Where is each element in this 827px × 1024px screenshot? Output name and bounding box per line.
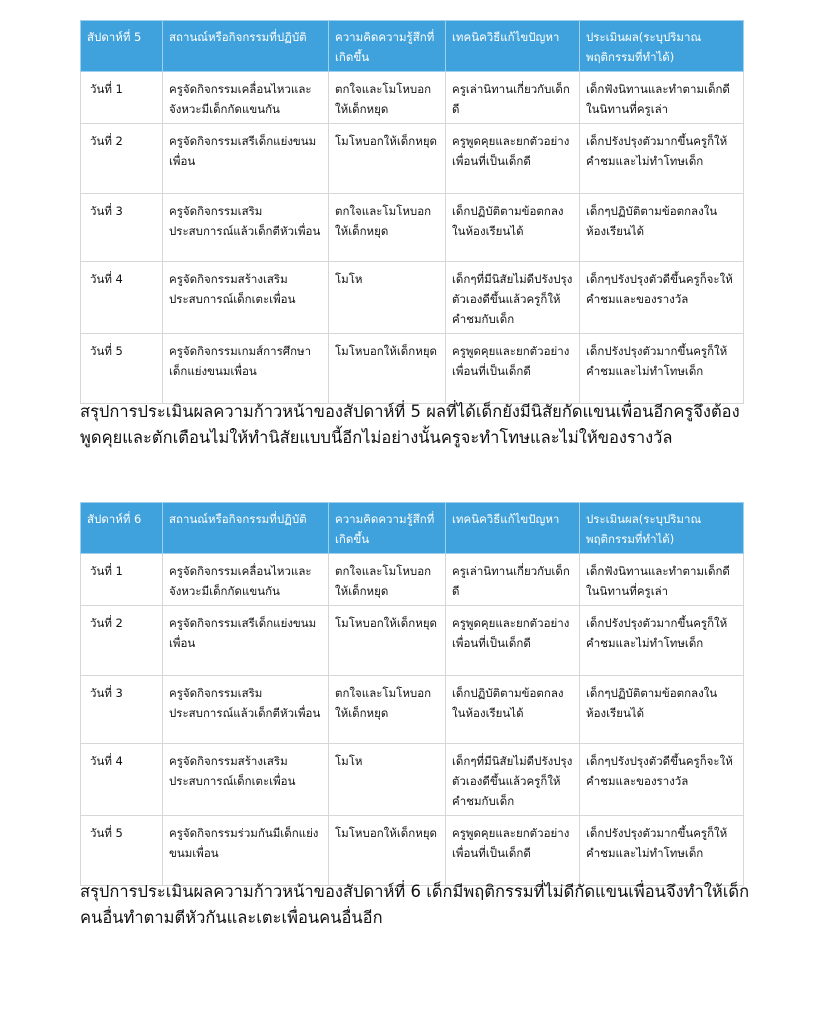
- feelings-cell: โมโห: [329, 262, 446, 334]
- technique-cell: เด็กปฏิบัติตามข้อตกลงในห้องเรียนได้: [446, 194, 580, 262]
- week5-summary: สรุปการประเมินผลความก้าวหน้าของสัปดาห์ที่ 5 ผลที่ได้เด็กยังมีนิสัยกัดแขนเพื่อนอีกครูจึงต้องพูดคุยและตักเตือนไม่ให้ทำนิสัยแบบนี้อีกไม่อย่างนั้นครูจะทำโทษและไม่ให้ของรางวัล: [80, 402, 740, 447]
- table-row: [81, 262, 744, 334]
- evaluation-cell: เด็กฟังนิทานและทำตามเด็กดีในนิทานที่ครูเล่า: [580, 72, 744, 124]
- day-cell: วันที่ 1: [81, 554, 163, 606]
- situation-cell: ครูจัดกิจกรรมสร้างเสริมประสบการณ์เด็กเตะเพื่อน: [163, 744, 329, 816]
- situation-cell: ครูจัดกิจกรรมเสรีเด็กแย่งขนมเพื่อน: [163, 606, 329, 676]
- technique-cell: ครูพูดคุยและยกตัวอย่างเพื่อนที่เป็นเด็กดี: [446, 816, 580, 886]
- feelings-cell: โมโหบอกให้เด็กหยุด: [329, 124, 446, 194]
- header-situation: สถานณ์หรือกิจกรรมที่ปฏิบัติ: [163, 21, 329, 72]
- day-cell: วันที่ 4: [81, 262, 163, 334]
- table-row: [81, 816, 744, 886]
- feelings-cell: โมโหบอกให้เด็กหยุด: [329, 606, 446, 676]
- week6-summary: สรุปการประเมินผลความก้าวหน้าของสัปดาห์ที่ 6 เด็กมีพฤติกรรมที่ไม่ดีกัดแขนเพื่อนจึงทำให้เด็กคนอื่นทำตามตีหัวกันและเตะเพื่อนคนอื่นอีก: [80, 882, 750, 927]
- feelings-cell: โมโห: [329, 744, 446, 816]
- table-row: [81, 124, 744, 194]
- feelings-cell: ตกใจและโมโหบอกให้เด็กหยุด: [329, 554, 446, 606]
- technique-cell: เด็กปฏิบัติตามข้อตกลงในห้องเรียนได้: [446, 676, 580, 744]
- feelings-cell: โมโหบอกให้เด็กหยุด: [329, 816, 446, 886]
- header-technique: เทคนิควิธีแก้ไขปัญหา: [446, 21, 580, 72]
- day-cell: วันที่ 2: [81, 606, 163, 676]
- evaluation-cell: เด็กปรังปรุงตัวมากขึ้นครูก็ให้คำชมและไม่ทำโทษเด็ก: [580, 124, 744, 194]
- header-week: สัปดาห์ที่ 5: [81, 21, 163, 72]
- day-cell: วันที่ 2: [81, 124, 163, 194]
- situation-cell: ครูจัดกิจกรรมเสริมประสบการณ์แล้วเด็กตีหัวเพื่อน: [163, 194, 329, 262]
- day-cell: วันที่ 4: [81, 744, 163, 816]
- feelings-cell: ตกใจและโมโหบอกให้เด็กหยุด: [329, 676, 446, 744]
- day-cell: วันที่ 1: [81, 72, 163, 124]
- day-cell: วันที่ 3: [81, 676, 163, 744]
- evaluation-cell: เด็กๆปรังปรุงตัวดีขึ้นครูก็จะให้คำชมและของรางวัล: [580, 262, 744, 334]
- technique-cell: ครูเล่านิทานเกี่ยวกับเด็กดี: [446, 554, 580, 606]
- situation-cell: ครูจัดกิจกรรมเสริมประสบการณ์แล้วเด็กตีหัวเพื่อน: [163, 676, 329, 744]
- feelings-cell: ตกใจและโมโหบอกให้เด็กหยุด: [329, 72, 446, 124]
- evaluation-cell: เด็กๆปรังปรุงตัวดีขึ้นครูก็จะให้คำชมและของรางวัล: [580, 744, 744, 816]
- situation-cell: ครูจัดกิจกรรมเคลื่อนไหวและจังหวะมีเด็กกัดแขนกัน: [163, 554, 329, 606]
- table-header-row: [81, 503, 744, 554]
- feelings-cell: โมโหบอกให้เด็กหยุด: [329, 334, 446, 404]
- table-row: [81, 334, 744, 404]
- table-row: [81, 72, 744, 124]
- technique-cell: ครูพูดคุยและยกตัวอย่างเพื่อนที่เป็นเด็กดี: [446, 124, 580, 194]
- table-row: [81, 744, 744, 816]
- header-evaluation: ประเมินผล(ระบุปริมาณพฤติกรรมที่ทำได้): [580, 503, 744, 554]
- evaluation-cell: เด็กๆปฏิบัติตามข้อตกลงในห้องเรียนได้: [580, 676, 744, 744]
- week6-table: [80, 502, 744, 886]
- table-row: [81, 676, 744, 744]
- technique-cell: เด็กๆที่มีนิสัยไม่ดีปรังปรุงตัวเองดีขึ้นแล้วครูก็ให้คำชมกับเด็ก: [446, 262, 580, 334]
- week5-table: [80, 20, 744, 404]
- situation-cell: ครูจัดกิจกรรมเกมส์การศึกษาเด็กแย่งขนมเพื่อน: [163, 334, 329, 404]
- evaluation-cell: เด็กปรังปรุงตัวมากขึ้นครูก็ให้คำชมและไม่ทำโทษเด็ก: [580, 606, 744, 676]
- table-row: [81, 194, 744, 262]
- header-technique: เทคนิควิธีแก้ไขปัญหา: [446, 503, 580, 554]
- table-header-row: [81, 21, 744, 72]
- technique-cell: ครูพูดคุยและยกตัวอย่างเพื่อนที่เป็นเด็กดี: [446, 334, 580, 404]
- evaluation-cell: เด็กปรังปรุงตัวมากขึ้นครูก็ให้คำชมและไม่ทำโทษเด็ก: [580, 334, 744, 404]
- situation-cell: ครูจัดกิจกรรมร่วมกันมีเด็กแย่งขนมเพื่อน: [163, 816, 329, 886]
- day-cell: วันที่ 3: [81, 194, 163, 262]
- situation-cell: ครูจัดกิจกรรมเสรีเด็กแย่งขนมเพื่อน: [163, 124, 329, 194]
- header-feelings: ความคิดความรู้สึกที่เกิดขึ้น: [329, 503, 446, 554]
- technique-cell: เด็กๆที่มีนิสัยไม่ดีปรังปรุงตัวเองดีขึ้นแล้วครูก็ให้คำชมกับเด็ก: [446, 744, 580, 816]
- header-week: สัปดาห์ที่ 6: [81, 503, 163, 554]
- situation-cell: ครูจัดกิจกรรมเคลื่อนไหวและจังหวะมีเด็กกัดแขนกัน: [163, 72, 329, 124]
- table-row: [81, 554, 744, 606]
- technique-cell: ครูพูดคุยและยกตัวอย่างเพื่อนที่เป็นเด็กดี: [446, 606, 580, 676]
- table-row: [81, 606, 744, 676]
- header-evaluation: ประเมินผล(ระบุปริมาณพฤติกรรมที่ทำได้): [580, 21, 744, 72]
- feelings-cell: ตกใจและโมโหบอกให้เด็กหยุด: [329, 194, 446, 262]
- situation-cell: ครูจัดกิจกรรมสร้างเสริมประสบการณ์เด็กเตะเพื่อน: [163, 262, 329, 334]
- header-situation: สถานณ์หรือกิจกรรมที่ปฏิบัติ: [163, 503, 329, 554]
- evaluation-cell: เด็กฟังนิทานและทำตามเด็กดีในนิทานที่ครูเล่า: [580, 554, 744, 606]
- technique-cell: ครูเล่านิทานเกี่ยวกับเด็กดี: [446, 72, 580, 124]
- evaluation-cell: เด็กๆปฏิบัติตามข้อตกลงในห้องเรียนได้: [580, 194, 744, 262]
- header-feelings: ความคิดความรู้สึกที่เกิดขึ้น: [329, 21, 446, 72]
- day-cell: วันที่ 5: [81, 816, 163, 886]
- day-cell: วันที่ 5: [81, 334, 163, 404]
- evaluation-cell: เด็กปรังปรุงตัวมากขึ้นครูก็ให้คำชมและไม่ทำโทษเด็ก: [580, 816, 744, 886]
